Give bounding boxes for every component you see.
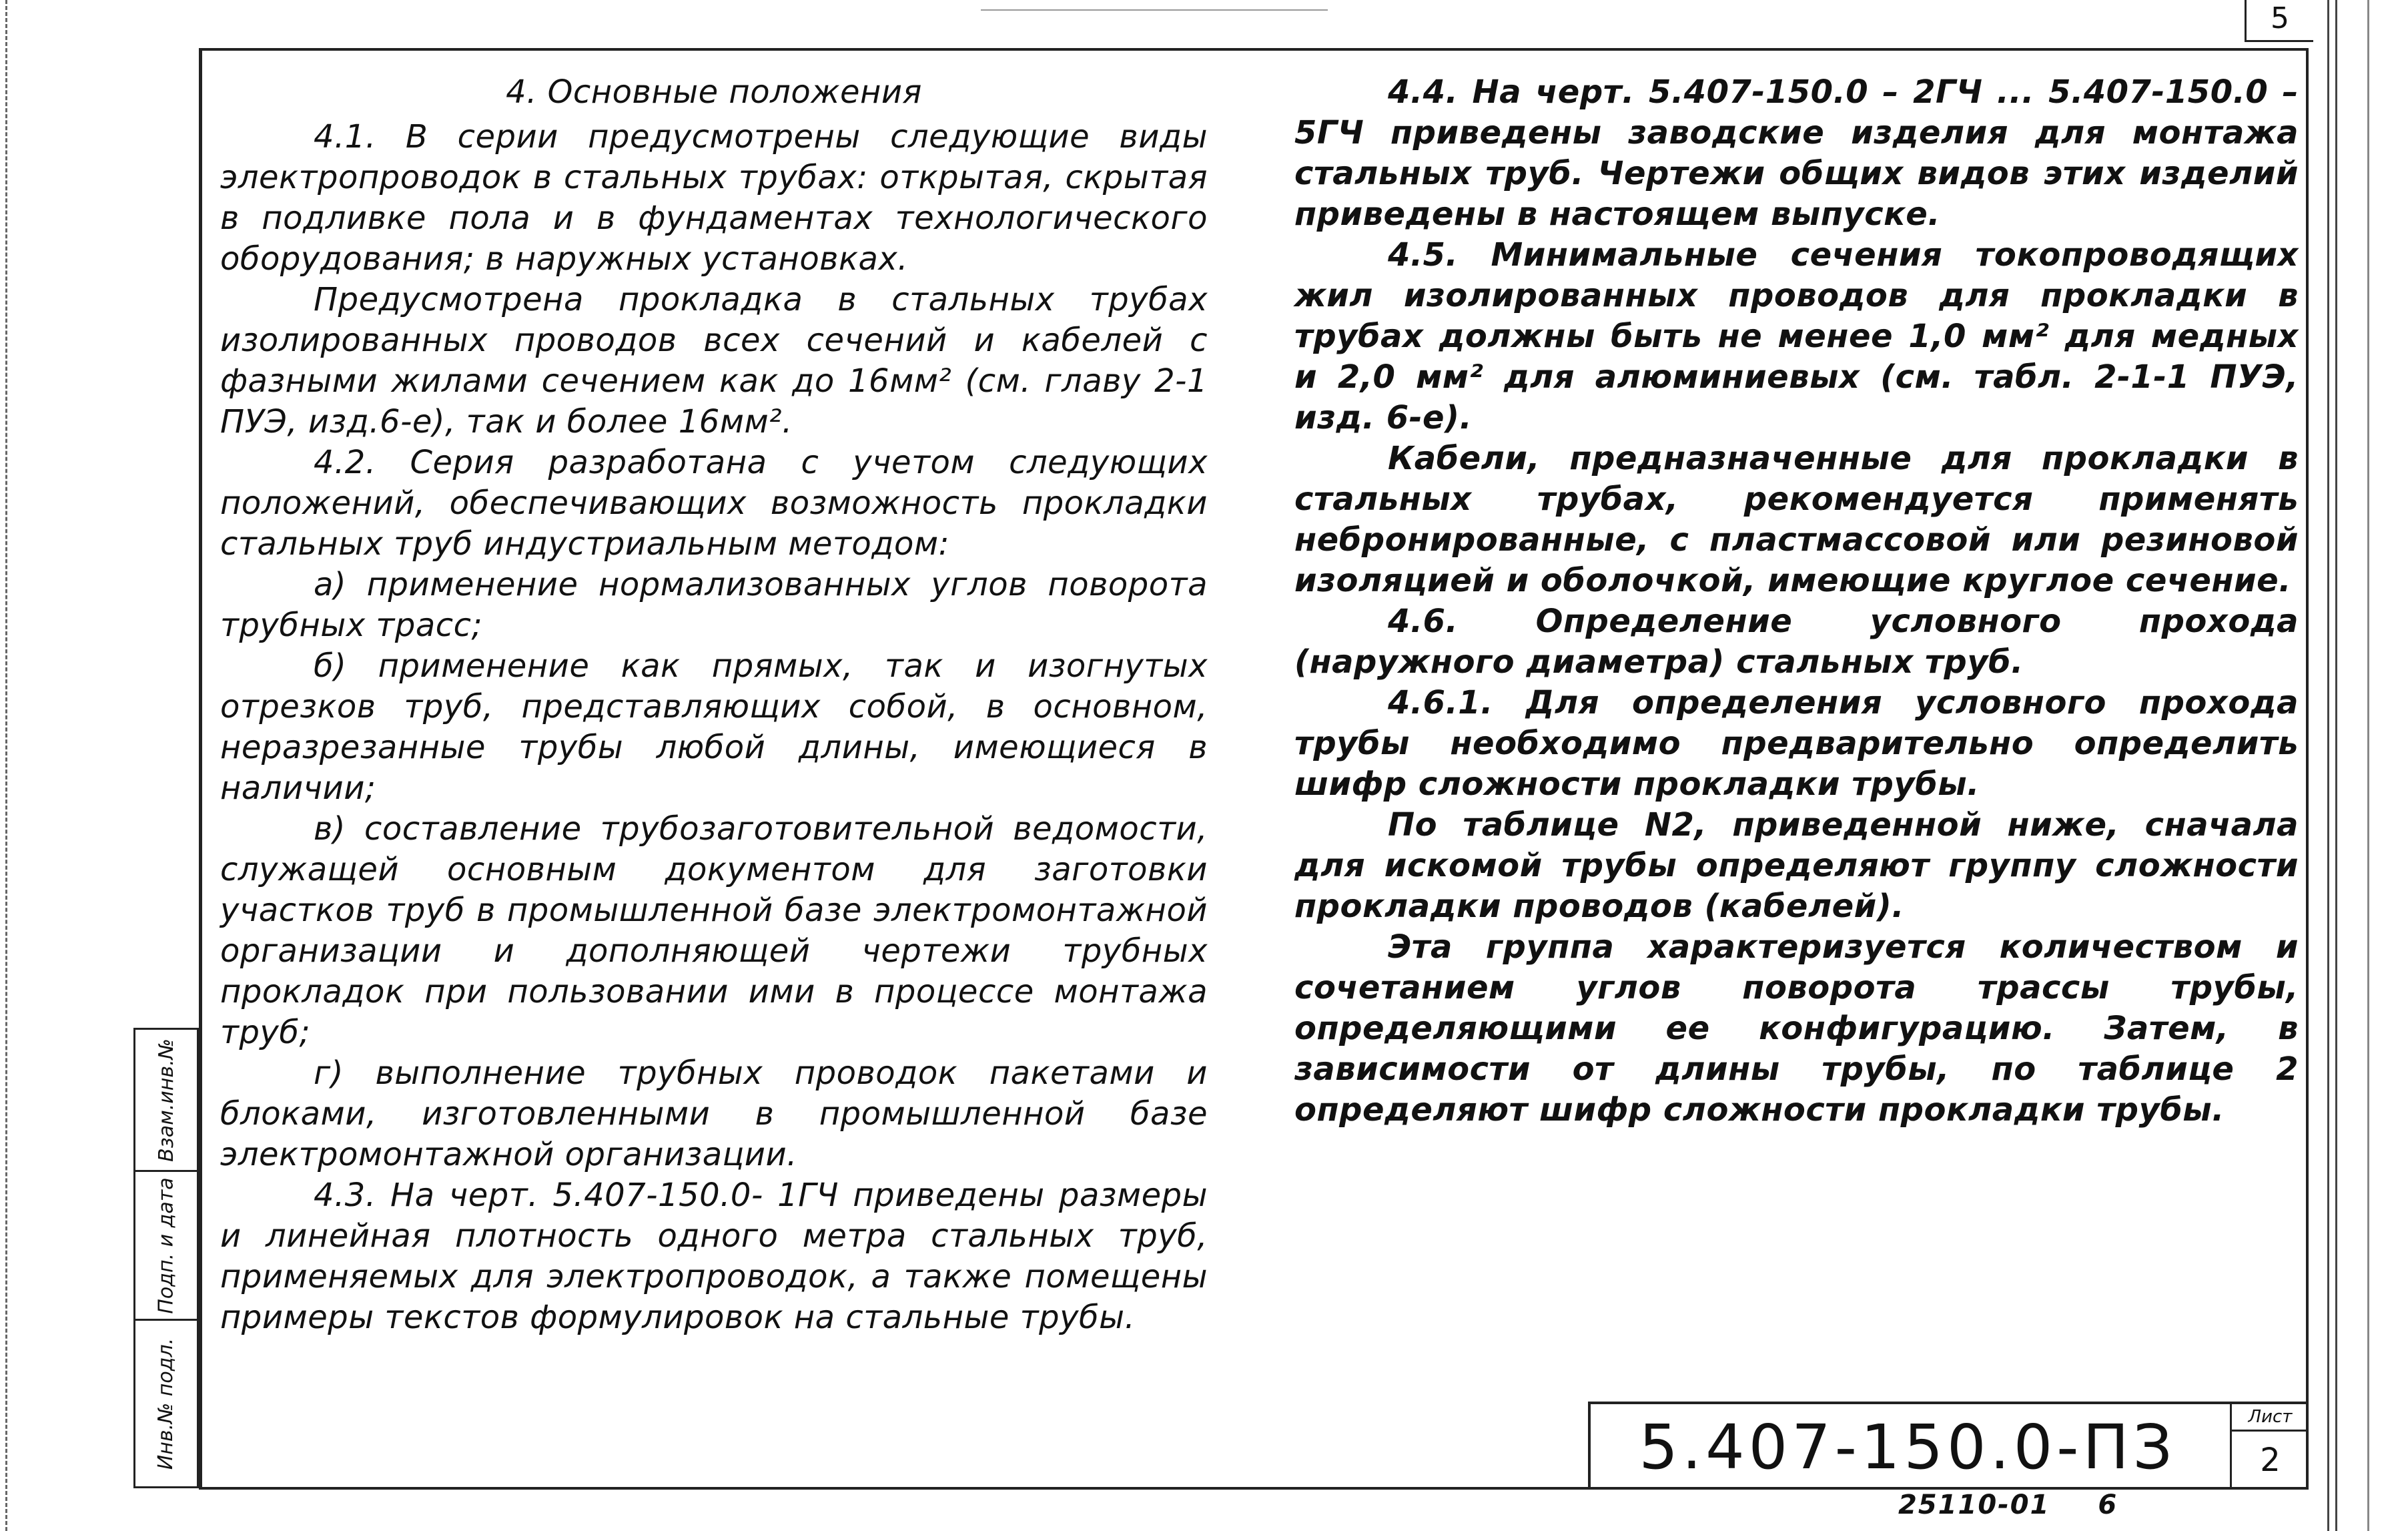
sidebar-label-replace: Взам.инв.№	[154, 1038, 178, 1162]
sheet-label: Лист	[2232, 1404, 2309, 1432]
list-item-b: б) применение как прямых, так и изогнутых отрезков труб, представляющих собой, в основном, неразрезанные трубы любой длины, имеющиеся в наличии;	[220, 647, 1208, 807]
paragraph-4-3: 4.3. На черт. 5.407-150.0- 1ГЧ приведены размеры и линейная плотность одного метра стальных труб, применяемых для электропроводок, а также помещены примеры текстов формулировок на стальные трубы.	[220, 1177, 1208, 1336]
right-rule-1	[2327, 0, 2329, 1531]
document-code: 5.407-150.0-ПЗ	[1639, 1411, 2176, 1483]
paragraph-group: Эта группа характеризуется количеством и сочетанием углов поворота трассы трубы, определяющими ее конфигурацию. Затем, в зависимости от длины трубы, по таблице 2 определяют шифр сложности прокладки трубы.	[1294, 928, 2299, 1129]
left-column	[220, 72, 1208, 1338]
paragraph-table-2: По таблице N2, приведенной ниже, сначала для искомой трубы определяют группу сложности прокладки проводов (кабелей).	[1294, 806, 2299, 925]
sidebar-cell-inventory	[135, 1321, 197, 1486]
paragraph-4-1: 4.1. В серии предусмотрены следующие виды электропроводок в стальных трубах: открытая, скрытая в подливке пола и в фундаментах технологического оборудования; в наружных установках.	[220, 118, 1208, 278]
paragraph-cables-recommend: Кабели, предназначенные для прокладки в стальных трубах, рекомендуется применять небронированные, с пластмассовой или резиновой изоляцией и оболочкой, имеющие круглое сечение.	[1294, 440, 2299, 599]
sidebar-stamp	[133, 1028, 199, 1488]
footer-number: 6	[2098, 1490, 2118, 1520]
sidebar-cell-signature	[135, 1172, 197, 1321]
footer-code: 25110-01	[1898, 1490, 2050, 1520]
paragraph-4-6-1: 4.6.1. Для определения условного прохода трубы необходимо предварительно определить шифр сложности прокладки трубы.	[1294, 684, 2299, 803]
list-item-a: а) применение нормализованных углов поворота трубных трасс;	[220, 566, 1208, 644]
paragraph-cables: Предусмотрена прокладка в стальных трубах изолированных проводов всех сечений и кабелей с фазными жилами сечением как до 16мм² (см. главу 2-1 ПУЭ, изд.6-е), так и более 16мм².	[220, 281, 1208, 440]
section-heading: 4. Основные положения	[506, 73, 922, 111]
paragraph-4-5: 4.5. Минимальные сечения токопроводящих жил изолированных проводов для прокладки в трубах должны быть не менее 1,0 мм² для медных и 2,0 мм² для алюминиевых (см. табл. 2-1-1 ПУЭ, изд. 6-е).	[1294, 236, 2299, 436]
top-rule	[981, 9, 1328, 11]
right-rule-3	[2367, 0, 2369, 1531]
page-number: 5	[2245, 0, 2313, 42]
paragraph-4-6: 4.6. Определение условного прохода (наружного диаметра) стальных труб.	[1294, 603, 2299, 681]
paragraph-4-2: 4.2. Серия разработана с учетом следующих положений, обеспечивающих возможность прокладки стальных труб индустриальным методом:	[220, 444, 1208, 563]
sidebar-cell-replace	[135, 1030, 197, 1172]
title-stamp	[1588, 1402, 2309, 1490]
right-rule-2	[2335, 0, 2337, 1531]
cut-line	[5, 0, 7, 1531]
list-item-v: в) составление трубозаготовительной ведомости, служащей основным документом для заготовки участков труб в промышленной базе электромонтажной организации и дополняющей чертежи трубных прокладок при пользовании ими в процессе монтажа труб;	[220, 810, 1208, 1051]
right-column	[1294, 72, 2299, 1131]
sheet-number: 2	[2260, 1442, 2281, 1479]
list-item-g: г) выполнение трубных проводок пакетами и блоками, изготовленными в промышленной базе электромонтажной организации.	[220, 1054, 1208, 1173]
footer-archive-code	[1898, 1490, 2118, 1520]
sheet-box	[2230, 1404, 2309, 1490]
paragraph-4-4: 4.4. На черт. 5.407-150.0 – 2ГЧ ... 5.407-150.0 – 5ГЧ приведены заводские изделия для монтажа стальных труб. Чертежи общих видов этих изделий приведены в настоящем выпуске.	[1294, 73, 2299, 233]
sidebar-label-signature: Подп. и дата	[154, 1177, 178, 1314]
sidebar-label-inventory: Инв.№ подл.	[154, 1337, 178, 1470]
